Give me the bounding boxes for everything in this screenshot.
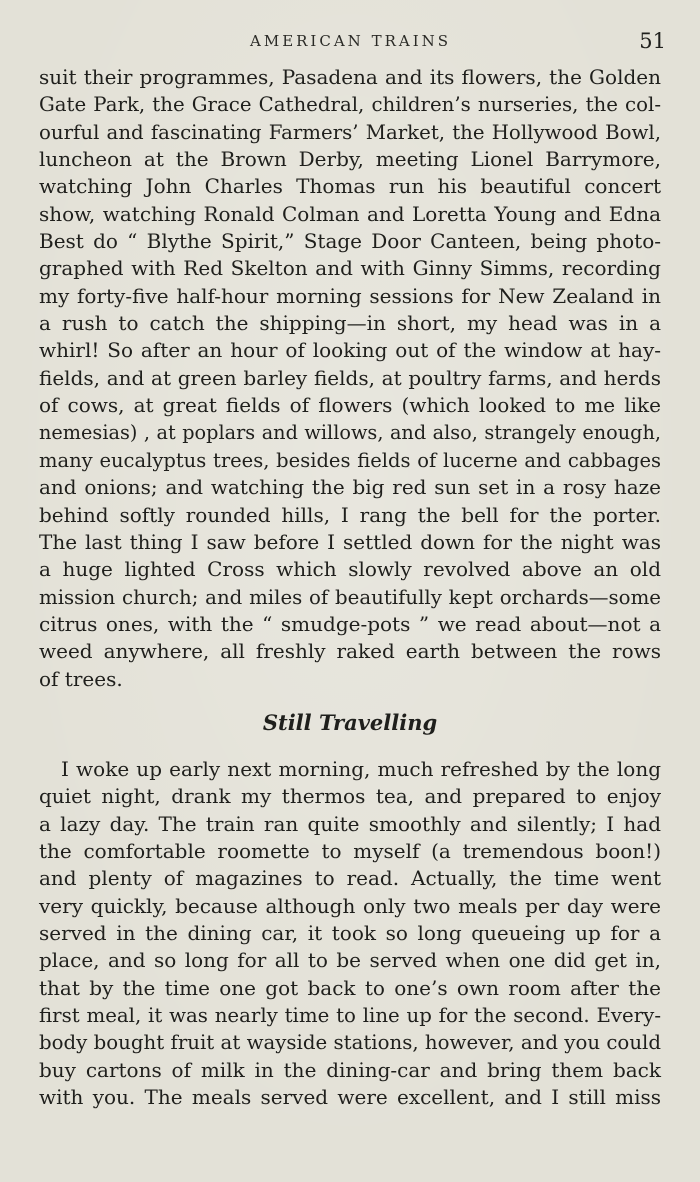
text-line: whirl! So after an hour of looking out of the window at hay- xyxy=(39,338,661,363)
text-line: The last thing I saw before I settled down for the night was xyxy=(39,529,661,554)
text-line: quiet night, drank my thermos tea, and prepared to enjoy xyxy=(39,784,661,809)
text-line: fields, and at green barley fields, at poultry farms, and herds xyxy=(39,365,661,390)
text-line: and plenty of magazines to read. Actually, the time went xyxy=(39,866,661,891)
text-line: a lazy day. The train ran quite smoothly and silently; I had xyxy=(39,811,661,836)
text-line: body bought fruit at wayside stations, however, and you could xyxy=(39,1031,661,1055)
text-line: luncheon at the Brown Derby, meeting Lionel Barrymore, xyxy=(39,147,661,172)
section-heading: Still Travelling xyxy=(262,710,438,735)
text-line: ourful and fascinating Farmers’ Market, the Hollywood Bowl, xyxy=(39,120,661,144)
text-line: weed anywhere, all freshly raked earth between the rows xyxy=(39,639,661,664)
text-line: suit their programmes, Pasadena and its flowers, the Golden xyxy=(39,65,661,89)
text-line: behind softly rounded hills, I rang the bell for the porter. xyxy=(39,502,661,527)
paragraph-second xyxy=(39,756,661,1111)
text-line: and onions; and watching the big red sun set in a rosy haze xyxy=(39,475,661,500)
page-number: 51 xyxy=(639,29,666,53)
running-title: AMERICAN TRAINS xyxy=(250,32,452,50)
text-line: of cows, at great fields of flowers (which looked to me like xyxy=(39,393,661,418)
text-line: very quickly, because although only two meals per day were xyxy=(39,893,661,918)
text-line: Best do “ Blythe Spirit,” Stage Door Canteen, being photo- xyxy=(39,229,661,254)
text-line: buy cartons of milk in the dining-car and bring them back xyxy=(39,1057,661,1082)
text-line: place, and so long for all to be served when one did get in, xyxy=(39,948,661,973)
running-head xyxy=(0,30,700,54)
text-line: a huge lighted Cross which slowly revolved above an old xyxy=(39,557,661,582)
text-line: Gate Park, the Grace Cathedral, children’s nurseries, the col- xyxy=(39,93,661,117)
paragraph-first xyxy=(39,64,661,693)
text-line: a rush to catch the shipping—in short, my head was in a xyxy=(39,311,661,336)
text-line: show, watching Ronald Colman and Loretta Young and Edna xyxy=(39,201,661,226)
text-line: mission church; and miles of beautifully kept orchards—some xyxy=(39,585,661,609)
text-line: with you. The meals served were excellent, and I still miss xyxy=(39,1085,661,1110)
text-line: served in the dining car, it took so long queueing up for a xyxy=(39,921,661,946)
text-line: the comfortable roomette to myself (a tremendous boon!) xyxy=(39,839,661,864)
text-line: many eucalyptus trees, besides fields of lucerne and cabbages xyxy=(39,448,661,472)
text-line: I woke up early next morning, much refreshed by the long xyxy=(61,757,661,781)
text-line: that by the time one got back to one’s own room after the xyxy=(39,975,661,1000)
text-line: first meal, it was nearly time to line up for the second. Every- xyxy=(39,1004,661,1028)
text-line: watching John Charles Thomas run his beautiful concert xyxy=(39,174,661,199)
text-line: citrus ones, with the “ smudge-pots ” we read about—not a xyxy=(39,611,661,636)
text-line: my forty-five half-hour morning sessions for New Zealand in xyxy=(39,283,661,308)
text-line: of trees. xyxy=(39,666,123,691)
text-line: graphed with Red Skelton and with Ginny Simms, recording xyxy=(39,256,661,281)
text-line: nemesias) , at poplars and willows, and also, strangely enough, xyxy=(39,421,661,445)
